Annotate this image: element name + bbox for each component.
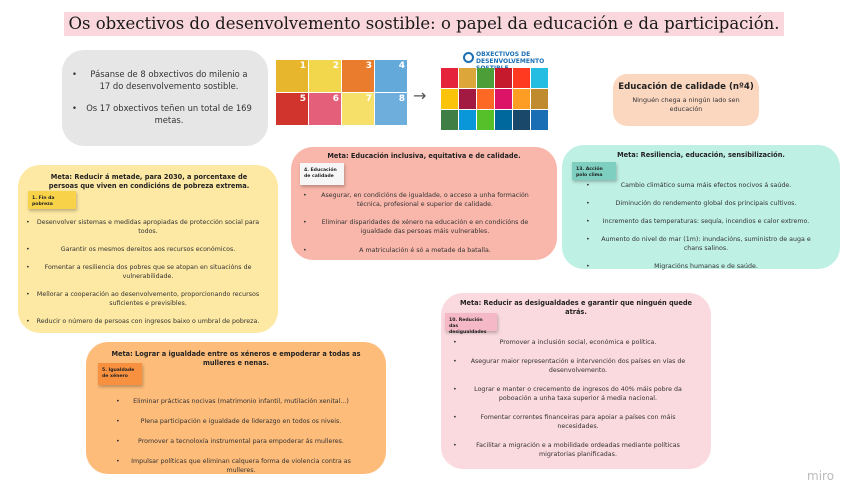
inequality-item: • Facilitar a migración e a mobilidade ordeadas mediante políticas migratorias planificadas. <box>453 441 703 459</box>
climate-item: • Aumento do nivel do mar (1m): inundacións, suministro de auga e chans salinos. <box>586 235 826 253</box>
sdg-icon <box>531 110 548 130</box>
sdg-logo <box>458 51 552 67</box>
poverty-sticky-label: 1. Fin da pobreza <box>32 196 55 207</box>
poverty-list <box>26 218 270 326</box>
sdg-icon <box>531 68 548 88</box>
climate-sticky-label: 13. Acción polo clima <box>576 167 603 178</box>
poverty-item: • Mellorar a cooperación ao desenvolvemento, proporcionando recursos suficientes e previsibles. <box>26 290 270 308</box>
sdg-icon <box>441 68 458 88</box>
education-card[interactable] <box>291 147 557 260</box>
mdg-icon: 3 <box>342 60 374 92</box>
climate-list <box>586 181 826 271</box>
sdg-logo-text: OBXECTIVOS DE DESENVOLVEMENTO <box>476 51 545 65</box>
sdg-icon <box>513 89 530 109</box>
sdg-icon <box>441 110 458 130</box>
intro-item: • Os 17 obxectivos teñen un total de 169 metas. <box>72 102 262 126</box>
poverty-card[interactable] <box>18 165 278 333</box>
climate-item: • Diminución do rendemento global dos principais cultivos. <box>586 199 826 208</box>
poverty-sticky-note[interactable] <box>28 191 76 209</box>
education-list <box>303 191 547 255</box>
climate-sticky-note[interactable] <box>572 162 616 180</box>
sdg-icon <box>459 89 476 109</box>
mdg-icon: 5 <box>276 93 308 125</box>
gender-sticky-label: 5. Igualdade de xénero <box>102 368 135 379</box>
intro-item: • Pásanse de 8 obxectivos do milenio a 17 do desenvolvemento sostible. <box>72 68 262 92</box>
mdg-icon: 1 <box>276 60 308 92</box>
inequality-heading: Meta: Reducir as desigualdades e garantir que ninguén quede atrás. <box>459 299 693 316</box>
gender-card[interactable] <box>86 342 386 474</box>
sdg-icons-grid <box>441 68 549 134</box>
mdg-icon: 8 <box>375 93 407 125</box>
education-quality-subtitle: Ninguén chega a ningún lado sen educación <box>632 96 740 113</box>
gender-item: • Eliminar prácticas nocivas (matrimonio infantil, mutilación xenital...) <box>116 397 366 406</box>
sdg-icon <box>477 110 494 130</box>
miro-watermark: miro <box>807 469 835 483</box>
education-quality-card[interactable] <box>613 74 759 126</box>
sdg-icon <box>495 89 512 109</box>
sdg-icon <box>495 68 512 88</box>
education-sticky-label: 4. Educación de calidade <box>304 168 337 179</box>
title-wrap <box>0 12 848 36</box>
education-heading: Meta: Educación inclusiva, equitativa e de calidade. <box>327 152 521 160</box>
intro-card[interactable] <box>62 50 268 146</box>
sdg-icon <box>531 89 548 109</box>
gender-heading: Meta: Lograr a igualdade entre os xéneros e empoderar a todas as mulleres e nenas. <box>111 350 361 367</box>
sdg-icon <box>441 89 458 109</box>
inequality-item: • Asegurar maior representación e intervención dos países en vías de desenvolvemento. <box>453 357 703 375</box>
inequality-sticky-note[interactable] <box>445 313 497 335</box>
education-item: • Eliminar disparidades de xénero na educación e en condicións de igualdade das persoas máis vulnerables. <box>303 218 547 236</box>
mdg-icons-grid <box>276 60 408 126</box>
poverty-item: • Fomentar a resiliencia dos pobres que se atopan en situacións de vulnerabilidade. <box>26 263 270 281</box>
inequality-sticky-label: 10. Redución das desigualdades <box>449 318 487 335</box>
gender-item: • Impulsar políticas que eliminan calquera forma de violencia contra as mulleres. <box>116 457 366 475</box>
inequality-list <box>453 338 703 459</box>
inequality-item: • Fomentar correntes financeiras para apoiar a países con máis necesidades. <box>453 413 703 431</box>
sdg-icon <box>459 68 476 88</box>
mdg-icon: 4 <box>375 60 407 92</box>
inequality-item: • Promover a inclusión social, económica e política. <box>453 338 703 347</box>
gender-list <box>116 397 366 475</box>
mdg-icon: 6 <box>309 93 341 125</box>
poverty-heading: Meta: Reducir á metade, para 2030, a porcentaxe de persoas que viven en condicións de pobreza extrema. <box>48 173 250 190</box>
gender-item: • Plena participación e igualdade de liderazgo en todos os niveis. <box>116 417 366 426</box>
education-quality-title: Educación de calidade (nº4) <box>618 82 754 92</box>
poverty-item: • Garantir os mesmos dereitos aos recursos económicos. <box>26 245 270 254</box>
intro-list <box>72 68 262 126</box>
sdg-icon <box>459 110 476 130</box>
education-sticky-note[interactable] <box>300 163 344 185</box>
sdg-icon <box>495 110 512 130</box>
climate-card[interactable] <box>562 145 840 269</box>
climate-item: • Incremento das temperaturas: sequía, incendios e calor extremo. <box>586 217 826 226</box>
inequality-item: • Lograr e manter o crecemento de ingresos do 40% máis pobre da poboación a unha taxa superior á media nacional. <box>453 385 703 403</box>
poverty-item: • Reducir o número de persoas con ingresos baixo o umbral de pobreza. <box>26 317 270 326</box>
inequality-card[interactable] <box>441 293 711 469</box>
education-item: • A matriculación é só a metade da batalla. <box>303 246 547 255</box>
mdg-icon: 7 <box>342 93 374 125</box>
sdg-icon <box>513 68 530 88</box>
gender-item: • Promover a tecnoloxía instrumental para empoderar ás mulleres. <box>116 437 366 446</box>
climate-item: • Migracións humanas e de saúde. <box>586 262 826 271</box>
sdg-icon <box>477 89 494 109</box>
climate-item: • Cambio climático suma máis efectos nocivos á saúde. <box>586 181 826 190</box>
sdg-icon <box>477 68 494 88</box>
mdg-icon: 2 <box>309 60 341 92</box>
page-title: Os obxectivos do desenvolvemento sostible: o papel da educación e da participación. <box>64 12 783 36</box>
arrow-right-icon: → <box>413 86 427 105</box>
sdg-icon <box>513 110 530 130</box>
gender-sticky-note[interactable] <box>98 363 142 385</box>
poverty-item: • Desenvolver sistemas e medidas apropiadas de protección social para todos. <box>26 218 270 236</box>
education-item: • Asegurar, en condicións de igualdade, o acceso a unha formación técnica, profesional e superior de calidade. <box>303 191 547 209</box>
climate-heading: Meta: Resiliencia, educación, sensibilización. <box>617 151 785 159</box>
